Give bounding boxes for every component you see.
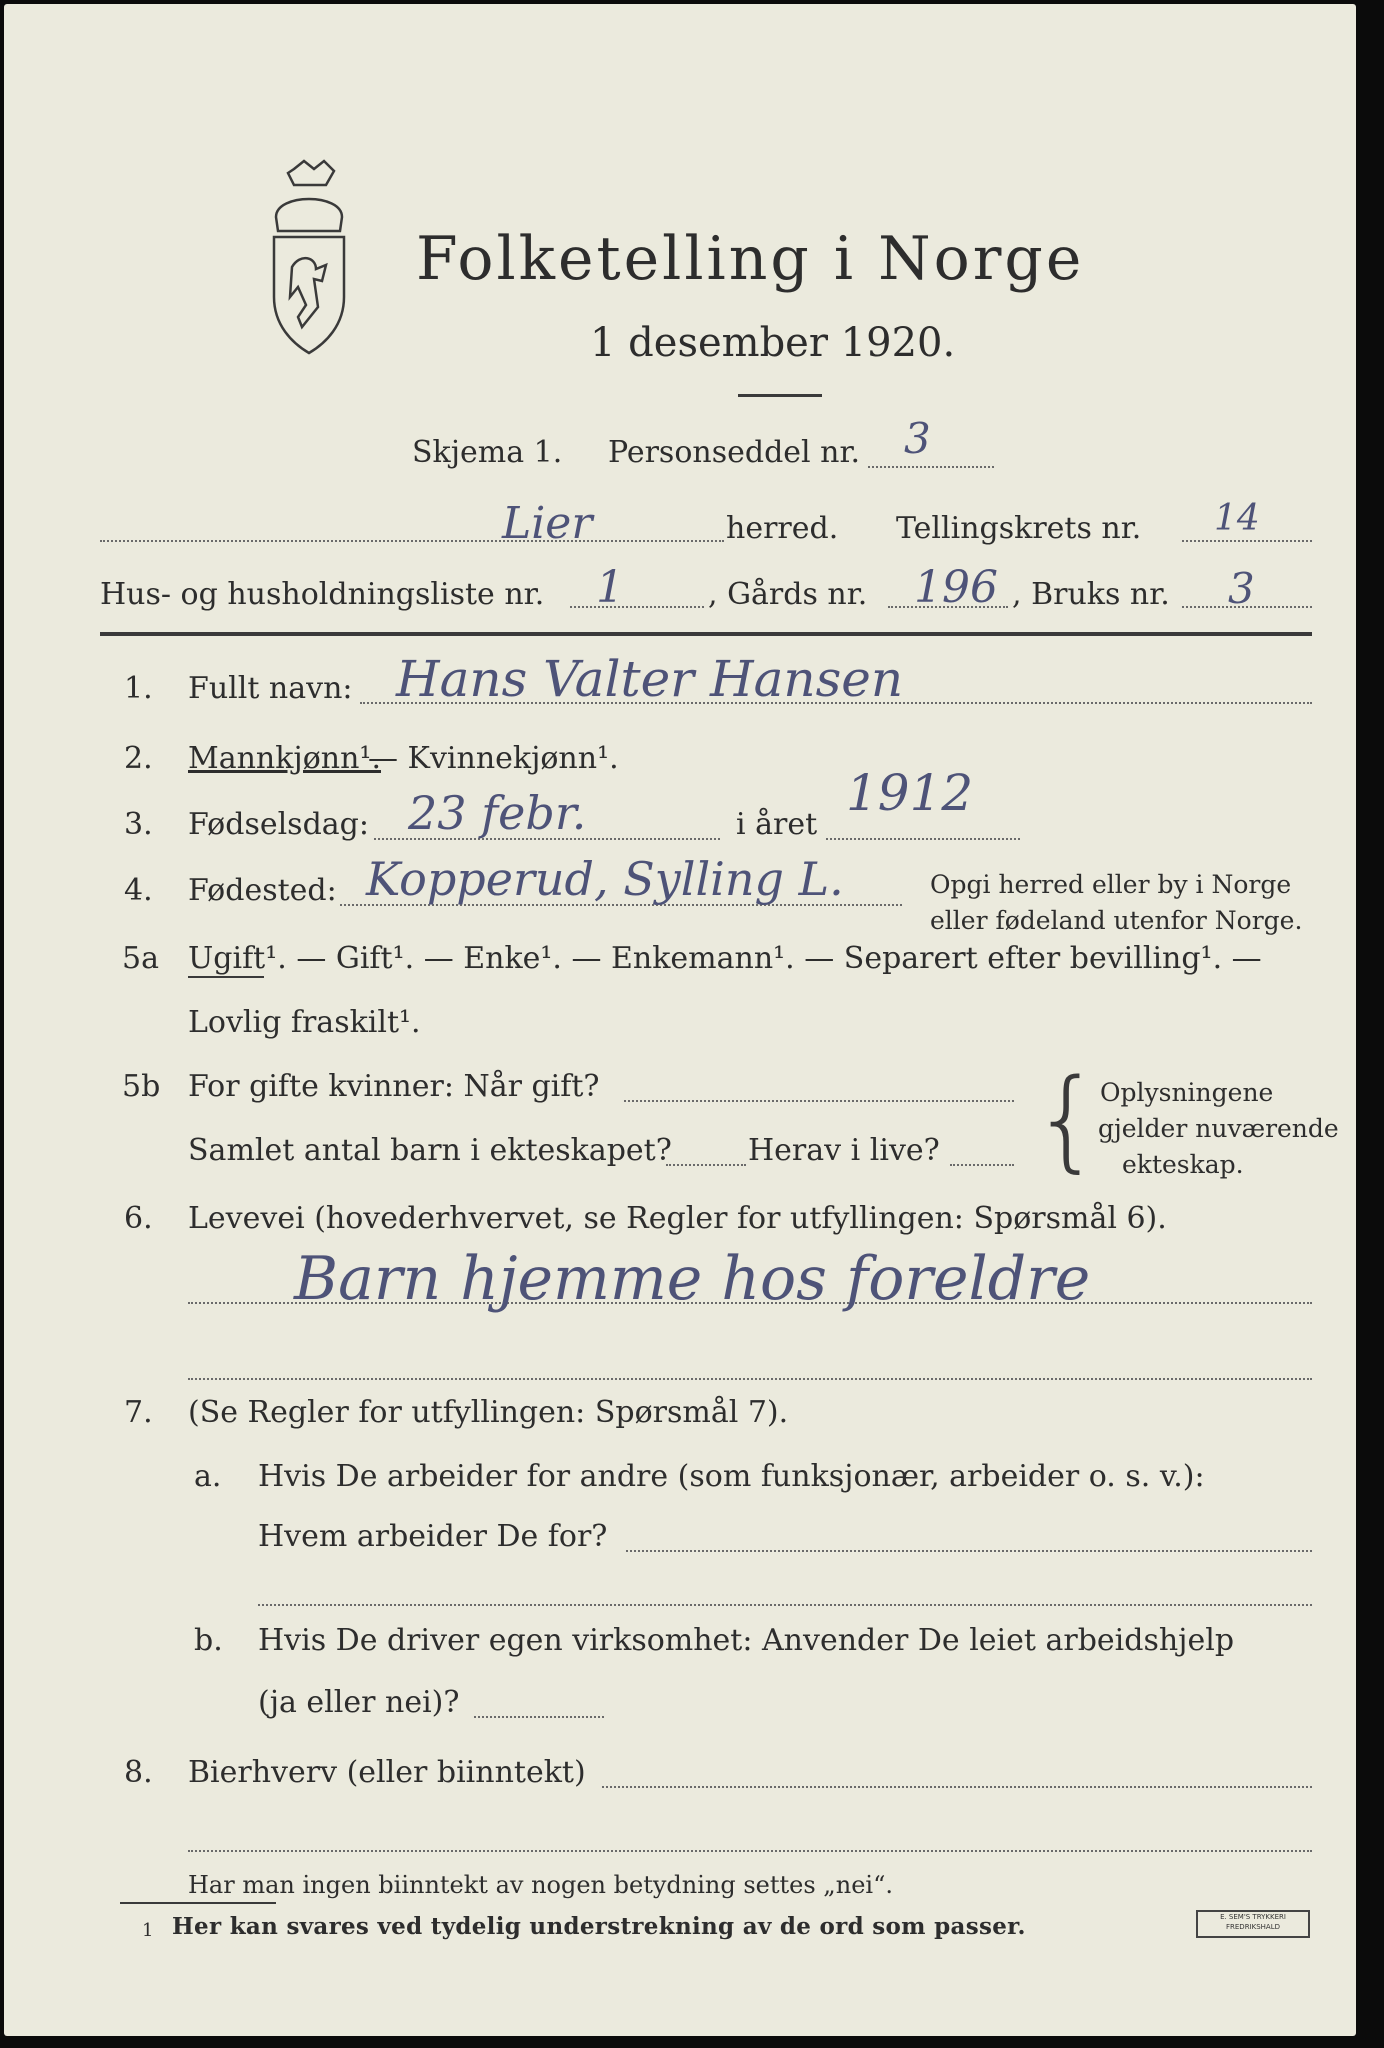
- q7b-yes-no: (ja eller nei)?: [258, 1685, 460, 1720]
- q7a-letter: a.: [194, 1459, 222, 1494]
- header-divider: [100, 632, 1312, 636]
- q5a-options-line2: Lovlig fraskilt¹.: [188, 1005, 421, 1040]
- husholdningsliste-label: Hus- og husholdningsliste nr.: [100, 577, 545, 612]
- q5b-children-alive: Herav i live?: [748, 1133, 940, 1168]
- q7a-label: Hvis De arbeider for andre (som funksjonær, arbeider o. s. v.):: [258, 1459, 1205, 1494]
- q8-note: Har man ingen biinntekt av nogen betydning settes „nei“.: [188, 1871, 893, 1899]
- printer-stamp-line2: FREDRIKSHALD: [1225, 1923, 1280, 1931]
- q8-number: 8.: [124, 1755, 153, 1790]
- q5b-married-when: For gifte kvinner: Når gift?: [188, 1069, 600, 1104]
- q5a-options: Ugift¹. — Gift¹. — Enke¹. — Enkemann¹. — Separert efter bevilling¹. —: [188, 941, 1262, 976]
- printer-stamp: [1196, 1910, 1310, 1938]
- q2-number: 2.: [124, 741, 153, 776]
- q3-year-label: i året: [736, 807, 818, 842]
- herred-label: herred.: [726, 511, 839, 546]
- personseddel-label: Personseddel nr.: [608, 435, 861, 470]
- schema-label: Skjema 1.: [412, 435, 563, 470]
- husholdningsliste-value: 1: [596, 562, 624, 613]
- norwegian-coat-of-arms-icon: [254, 157, 364, 357]
- form-title: Folketelling i Norge: [416, 224, 1085, 294]
- q4-birthplace: Kopperud, Sylling L.: [366, 852, 844, 906]
- q5b-note-line1: Oplysningene: [1100, 1078, 1274, 1107]
- census-form-paper: [4, 4, 1356, 2036]
- q7-label: (Se Regler for utfyllingen: Spørsmål 7).: [188, 1395, 789, 1430]
- q7b-letter: b.: [194, 1623, 223, 1658]
- q8-label: Bierhverv (eller biinntekt): [188, 1755, 586, 1790]
- q5b-note-line2: gjelder nuværende: [1098, 1114, 1339, 1143]
- q5b-note-line3: ekteskap.: [1122, 1150, 1244, 1179]
- q5b-children-total: Samlet antal barn i ekteskapet?: [188, 1133, 672, 1168]
- q6-label: Levevei (hovederhvervet, se Regler for utfyllingen: Spørsmål 6).: [188, 1201, 1167, 1236]
- q7-number: 7.: [124, 1395, 153, 1430]
- q5a-number: 5a: [122, 941, 159, 976]
- q7a-employer-label: Hvem arbeider De for?: [258, 1519, 608, 1554]
- gards-label: , Gårds nr.: [708, 577, 868, 612]
- bruks-label: , Bruks nr.: [1012, 577, 1170, 612]
- q1-full-name: Hans Valter Hansen: [396, 650, 904, 708]
- q1-number: 1.: [124, 671, 153, 706]
- q4-note-line2: eller fødeland utenfor Norge.: [930, 906, 1303, 935]
- q2-female-option: — Kvinnekjønn¹.: [368, 741, 619, 776]
- footnote-text: Her kan svares ved tydelig understrekning av de ord som passer.: [172, 1913, 1026, 1940]
- q4-number: 4.: [124, 873, 153, 908]
- q5b-number: 5b: [122, 1069, 161, 1104]
- q2-male-option: Mannkjønn¹.: [188, 741, 381, 776]
- printer-stamp-line1: E. SEM'S TRYKKERI: [1220, 1913, 1286, 1921]
- gards-value: 196: [914, 562, 998, 613]
- herred-value: Lier: [502, 498, 593, 549]
- q4-note-line1: Opgi herred eller by i Norge: [930, 870, 1292, 899]
- q7b-label: Hvis De driver egen virksomhet: Anvender De leiet arbeidshjelp: [258, 1623, 1235, 1658]
- q6-number: 6.: [124, 1201, 153, 1236]
- q3-number: 3.: [124, 807, 153, 842]
- q3-birth-year: 1912: [846, 764, 974, 822]
- tellingskrets-label: Tellingskrets nr.: [896, 511, 1142, 546]
- q4-label: Fødested:: [188, 873, 337, 908]
- footnote-divider: [120, 1902, 276, 1904]
- title-divider: [738, 394, 822, 397]
- bruks-value: 3: [1228, 564, 1255, 613]
- q3-birthday: 23 febr.: [408, 786, 587, 840]
- q6-occupation: Barn hjemme hos foreldre: [294, 1244, 1091, 1314]
- q5a-ugift-underline: [188, 976, 264, 978]
- census-date: 1 desember 1920.: [590, 320, 956, 366]
- personseddel-number: 3: [904, 414, 931, 463]
- q5b-brace: {: [1032, 1055, 1102, 1183]
- tellingskrets-value: 14: [1214, 498, 1260, 539]
- footnote-marker: 1: [142, 1920, 154, 1941]
- q1-label: Fullt navn:: [188, 671, 353, 706]
- q3-label: Fødselsdag:: [188, 807, 369, 842]
